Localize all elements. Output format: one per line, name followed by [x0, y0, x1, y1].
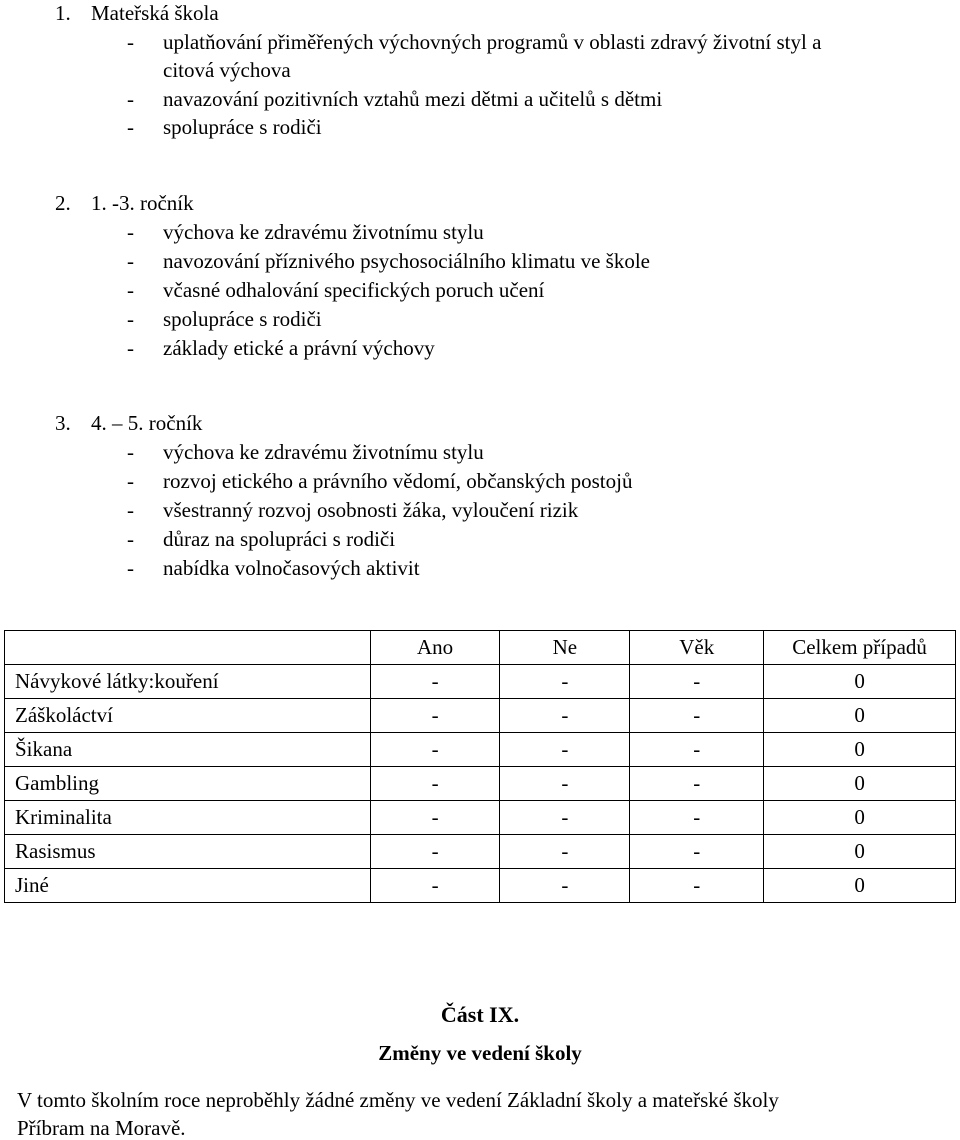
table-cell: Záškoláctví [5, 699, 371, 733]
part-heading: Část IX. [440, 1002, 520, 1027]
section-3-item-5: nabídka volnočasových aktivit [163, 556, 420, 580]
table-cell: - [370, 733, 500, 767]
section-2-item-1: výchova ke zdravému životnímu stylu [163, 220, 484, 244]
section-2-bullet-5: - [127, 336, 134, 360]
table-header-cell: Věk [630, 631, 764, 665]
section-1-bullet-3: - [127, 115, 134, 139]
section-2-item-2: navozování příznivého psychosociálního klimatu ve škole [163, 249, 650, 273]
table-cell: - [500, 835, 630, 869]
table-header-cell: Ne [500, 631, 630, 665]
table-cell: Kriminalita [5, 801, 371, 835]
table-row [5, 665, 956, 699]
incidents-table [4, 630, 956, 903]
table-cell: - [370, 699, 500, 733]
section-1-bullet-1: - [127, 30, 134, 54]
table-cell: - [630, 835, 764, 869]
table-cell: 0 [764, 835, 956, 869]
section-2-bullet-4: - [127, 307, 134, 331]
table-cell: 0 [764, 733, 956, 767]
table-cell: - [500, 869, 630, 903]
section-1-number: 1. [55, 1, 71, 25]
table-cell: - [630, 733, 764, 767]
table-row [5, 699, 956, 733]
table-cell: 0 [764, 801, 956, 835]
table-cell: 0 [764, 869, 956, 903]
table-cell: - [630, 767, 764, 801]
table-cell: - [630, 699, 764, 733]
table-cell: - [630, 801, 764, 835]
section-2-item-3: včasné odhalování specifických poruch učení [163, 278, 545, 302]
section-1-item-1-cont: citová výchova [163, 58, 291, 82]
section-3-title: 4. – 5. ročník [91, 411, 203, 435]
table-cell: Návykové látky:kouření [5, 665, 371, 699]
table-row [5, 733, 956, 767]
section-1-item-3: spolupráce s rodiči [163, 115, 322, 139]
section-3-bullet-4: - [127, 527, 134, 551]
part-paragraph-line-2: Příbram na Moravě. [17, 1116, 186, 1140]
table-cell: - [370, 665, 500, 699]
section-2-bullet-3: - [127, 278, 134, 302]
table-cell: - [500, 801, 630, 835]
table-header-cell: Ano [370, 631, 500, 665]
table-row [5, 835, 956, 869]
section-2-title: 1. -3. ročník [91, 191, 194, 215]
table-row [5, 767, 956, 801]
table-cell: 0 [764, 665, 956, 699]
section-3-item-3: všestranný rozvoj osobnosti žáka, vyloučení rizik [163, 498, 579, 522]
table-cell: - [370, 869, 500, 903]
table-header-cell [5, 631, 371, 665]
part-paragraph-line-1: V tomto školním roce neproběhly žádné změny ve vedení Základní školy a mateřské školy [17, 1088, 779, 1112]
section-3-bullet-1: - [127, 440, 134, 464]
section-3-item-1: výchova ke zdravému životnímu stylu [163, 440, 484, 464]
table-header-cell: Celkem případů [764, 631, 956, 665]
section-3-bullet-5: - [127, 556, 134, 580]
table-cell: Šikana [5, 733, 371, 767]
table-cell: - [630, 869, 764, 903]
section-3-bullet-3: - [127, 498, 134, 522]
table-cell: - [500, 699, 630, 733]
table-row [5, 869, 956, 903]
section-1-title: Mateřská škola [91, 1, 219, 25]
table-cell: - [630, 665, 764, 699]
table-cell: 0 [764, 699, 956, 733]
table-header-row [5, 631, 956, 665]
section-3-bullet-2: - [127, 469, 134, 493]
table-cell: Jiné [5, 869, 371, 903]
table-cell: - [370, 835, 500, 869]
table-cell: - [500, 767, 630, 801]
table-cell: 0 [764, 767, 956, 801]
table-row [5, 801, 956, 835]
table-cell: - [370, 767, 500, 801]
section-1-item-2: navazování pozitivních vztahů mezi dětmi a učitelů s dětmi [163, 87, 663, 111]
part-subheading: Změny ve vedení školy [378, 1041, 582, 1065]
table-cell: - [500, 665, 630, 699]
section-2-item-4: spolupráce s rodiči [163, 307, 322, 331]
section-2-bullet-1: - [127, 220, 134, 244]
table-cell: Gambling [5, 767, 371, 801]
section-2-number: 2. [55, 191, 71, 215]
table-cell: - [370, 801, 500, 835]
section-3-item-2: rozvoj etického a právního vědomí, občanských postojů [163, 469, 633, 493]
section-2-bullet-2: - [127, 249, 134, 273]
table-cell: Rasismus [5, 835, 371, 869]
section-3-number: 3. [55, 411, 71, 435]
section-3-item-4: důraz na spolupráci s rodiči [163, 527, 396, 551]
section-2-item-5: základy etické a právní výchovy [163, 336, 435, 360]
section-1-bullet-2: - [127, 87, 134, 111]
table-cell: - [500, 733, 630, 767]
section-1-item-1: uplatňování přiměřených výchovných programů v oblasti zdravý životní styl a [163, 30, 822, 54]
